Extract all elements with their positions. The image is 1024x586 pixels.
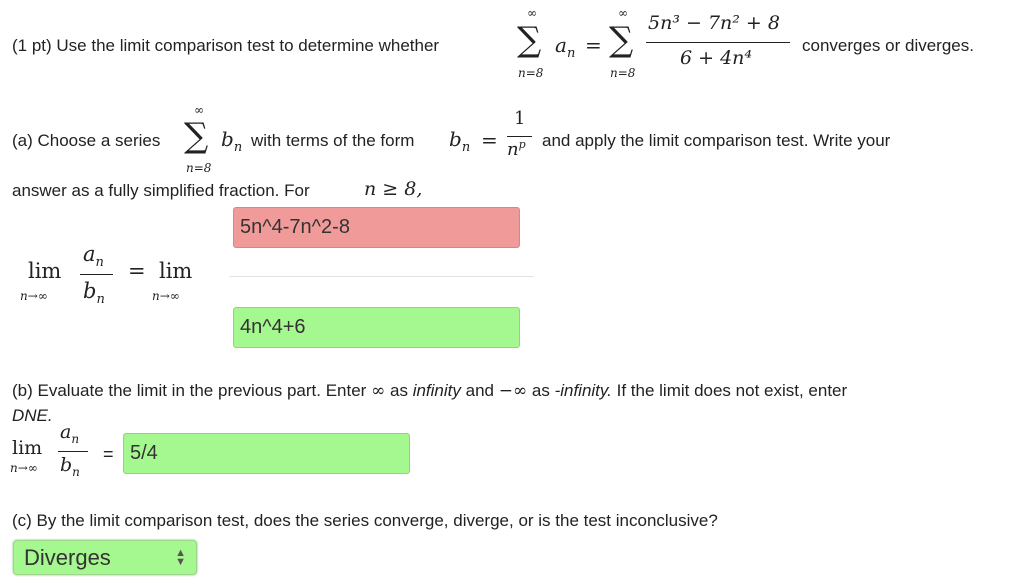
lim-b-fraction-bar [58, 451, 88, 452]
conclusion-select[interactable] [13, 540, 197, 575]
neg-infinity-word: -infinity. [554, 381, 612, 400]
lim-subscript: n→∞ [20, 289, 48, 303]
equals-sign-b: = [481, 128, 498, 152]
lim-subscript-2: n→∞ [152, 289, 180, 303]
lim-denominator-b-n: $b_n$ [83, 279, 105, 308]
b-n-term: $b_n$ [221, 127, 243, 155]
part-b-instructions [12, 381, 847, 401]
lim-b-subscript: n→∞ [10, 461, 38, 475]
b-n-term-2: $b_n$ [449, 127, 471, 155]
part-c-question: (c) By the limit comparison test, does the series converge, diverge, or is the test inconclusive? [12, 511, 718, 530]
series-numerator: 5n³ − 7n² + 8 [648, 12, 780, 34]
lim-b-equals: = [103, 444, 114, 464]
lim-b-label: lim [12, 437, 43, 459]
n-condition: n ≥ 8, [364, 178, 423, 200]
dne-text: DNE. [12, 406, 53, 425]
terms-form-text: with terms of the form [251, 131, 415, 150]
sigma-symbol: ∑ [517, 20, 542, 60]
lim-b-denominator: $b_n$ [60, 454, 80, 479]
converges-text: converges or diverges. [802, 36, 974, 55]
limit-answer-input[interactable] [123, 433, 410, 474]
part-b-text1: (b) Evaluate the limit in the previous part. Enter [12, 381, 367, 400]
part-b-text2: as [389, 381, 408, 400]
conclusion-select-value: Diverges [24, 544, 111, 570]
equals-sign: = [585, 33, 602, 57]
lim-b-numerator: $a_n$ [60, 421, 80, 446]
lim-equals: = [128, 259, 146, 283]
sigma-symbol-b: ∑ [184, 116, 209, 156]
part-b-text4: as [531, 381, 550, 400]
answer-fraction-divider [229, 276, 534, 277]
sum-lower-limit: n=8 [518, 66, 544, 80]
sum-upper-limit-2: ∞ [618, 6, 628, 20]
part-b-text5: If the limit does not exist, enter [616, 381, 848, 400]
denominator-input[interactable] [233, 307, 520, 348]
part-a-label: (a) Choose a series [12, 131, 161, 150]
lim-numerator-a-n: $a_n$ [83, 242, 104, 271]
neg-infinity-symbol: −∞ [498, 381, 528, 401]
lim-fraction-bar [80, 274, 113, 275]
fraction-bar-b [507, 136, 532, 137]
infinity-symbol: ∞ [371, 381, 386, 401]
answer-instructions: answer as a fully simplified fraction. For [12, 181, 310, 200]
fraction-bar [646, 42, 790, 43]
numerator-input[interactable] [233, 207, 520, 248]
lim-label-2: lim [159, 259, 193, 283]
sigma-symbol-2: ∑ [609, 20, 634, 60]
select-updown-icon: ▲ ▼ [175, 546, 186, 568]
frac-numerator-one: 1 [514, 108, 526, 129]
infinity-word: infinity [412, 381, 461, 400]
frac-denominator: $n^p$ [507, 138, 526, 160]
limit-answer-value: 5/4 [130, 442, 158, 464]
series-denominator: 6 + 4n⁴ [680, 47, 753, 69]
a-n-term: $a_n$ [555, 33, 576, 61]
lim-label: lim [28, 259, 62, 283]
sum-lower-limit-2: n=8 [610, 66, 636, 80]
sum-upper-limit-b: ∞ [194, 103, 204, 117]
sum-lower-limit-b: n=8 [186, 161, 212, 175]
problem-intro: (1 pt) Use the limit comparison test to determine whether [12, 36, 440, 55]
sum-upper-limit: ∞ [527, 6, 537, 20]
part-b-text3: and [465, 381, 494, 400]
denominator-input-value: 4n^4+6 [240, 316, 306, 338]
apply-test-text: and apply the limit comparison test. Write your [542, 131, 891, 150]
numerator-input-value: 5n^4-7n^2-8 [240, 216, 350, 238]
